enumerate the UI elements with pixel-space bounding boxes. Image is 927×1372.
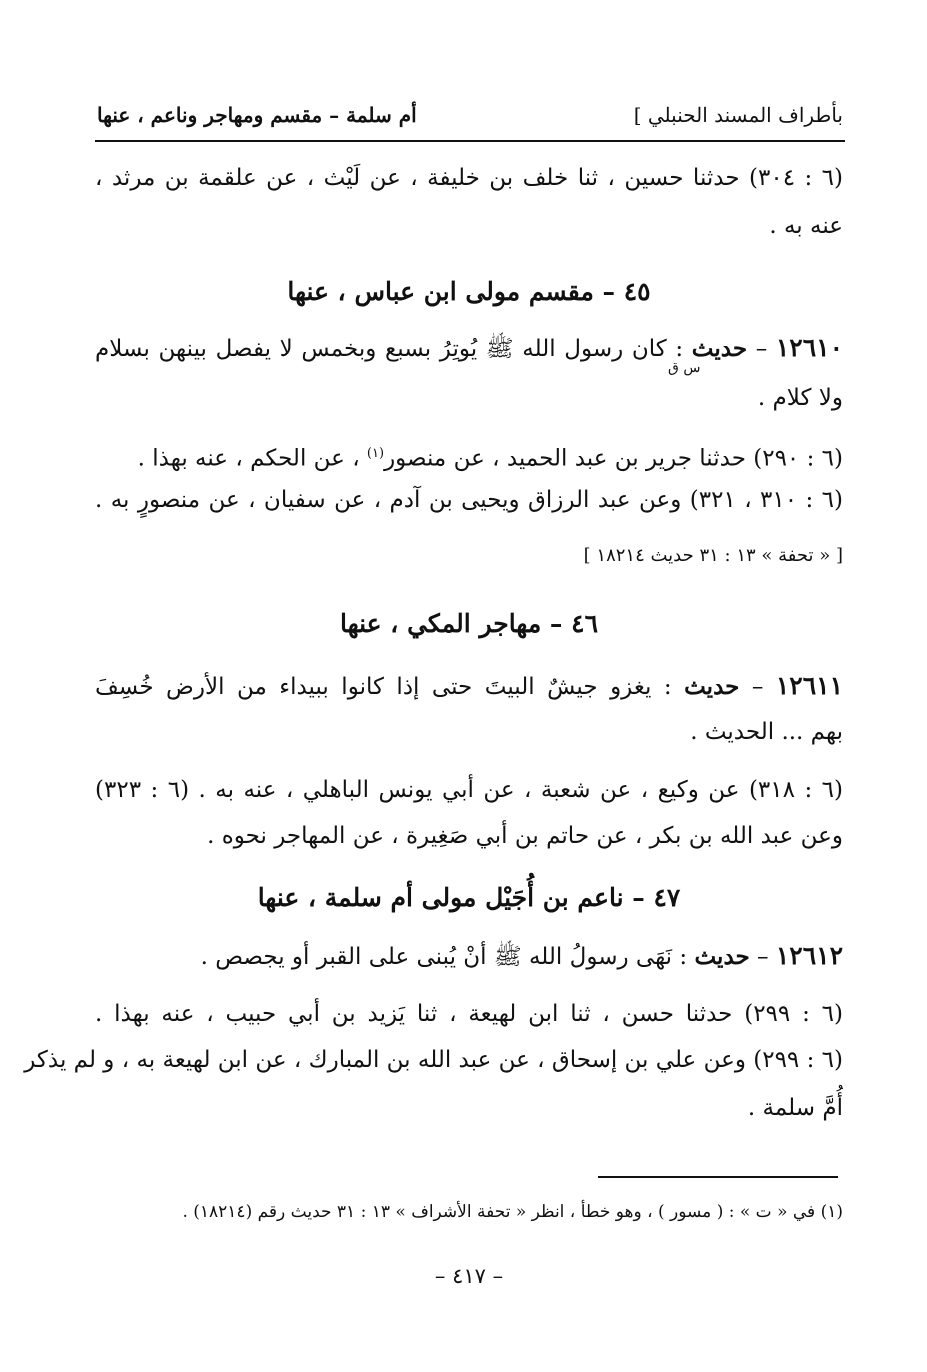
hadith-text: : نَهَى رسولُ الله ﷺ أنْ يُبنى على القبر أو يجصص . [200, 944, 695, 970]
hadith-dash: – [747, 336, 776, 362]
section-heading-47: ٤٧ – ناعم بن أُجَيْل مولى أم سلمة ، عنها [257, 883, 681, 912]
hadith-keyword: حديث [694, 943, 750, 970]
running-header-text: أم سلمة – مقسم ومهاجر وناعم ، عنها [97, 103, 417, 127]
footnote-rule [598, 1176, 838, 1178]
header-rule [95, 140, 845, 142]
footnote-text: (١) في « ت » : ( مسور ) ، وهو خطأ ، انظر « تحفة الأشراف » ١٣ : ٣١ حديث رقم (١٨٢١٤) . [182, 1202, 843, 1222]
section-heading-46: ٤٦ – مهاجر المكي ، عنها [340, 609, 598, 638]
hadith-text: : يغزو جيشٌ البيتَ حتى إذا كانوا ببيداء من الأرض خُسِفَ [95, 674, 685, 700]
text-line: ولا كلام . [757, 385, 843, 411]
hadith-number: ١٢٦١٢ [775, 941, 843, 970]
isnad-text: (٦ : ٢٩٠) حدثنا جرير بن عبد الحميد ، عن منصور [384, 445, 843, 472]
footnote-mark: (١) [366, 446, 385, 461]
isnad-line: (٦ : ٢٩٩) وعن علي بن إسحاق ، عن عبد الله بن المبارك ، عن ابن لهيعة به ، و لم يذكر [24, 1047, 843, 1073]
hadith-keyword: حديث [684, 673, 740, 700]
hadith-12610 [95, 330, 843, 367]
hadith-12611 [95, 668, 843, 705]
running-header-title [97, 100, 417, 130]
text-line: (٦ : ٣٠٤) حدثنا حسين ، ثنا خلف بن خليفة ، عن لَيْث ، عن علقمة بن مرثد ، [95, 165, 843, 191]
isnad-line: (٦ : ٣١٠ ، ٣٢١) وعن عبد الرزاق ويحيى بن آدم ، عن سفيان ، عن منصورٍ به . [95, 487, 843, 513]
isnad-line [95, 436, 843, 477]
hadith-number: ١٢٦١٠ [775, 333, 844, 362]
text-line: عنه به . [769, 213, 843, 239]
isnad-text: ، عن الحكم ، عنه بهذا . [137, 445, 367, 472]
isnad-line: وعن عبد الله بن بكر ، عن حاتم بن أبي صَغِيرة ، عن المهاجر نحوه . [207, 823, 843, 849]
page-number: – ٤١٧ – [434, 1264, 504, 1288]
isnad-line: (٦ : ٣١٨) عن وكيع ، عن شعبة ، عن أبي يونس الباهلي ، عنه به . (٦ : ٣٢٣) [95, 777, 843, 803]
hadith-12612 [95, 938, 843, 975]
hadith-dash: – [749, 944, 776, 970]
hadith-number: ١٢٦١١ [775, 671, 843, 700]
isnad-line: (٦ : ٢٩٩) حدثنا حسن ، ثنا ابن لهيعة ، ثنا يَزيد بن أبي حبيب ، عنه بهذا . [95, 1001, 843, 1027]
isnad-line: أُمَّ سلمة . [747, 1095, 843, 1121]
hadith-text: : كان رسول الله ﷺ يُوتِرُ بسبع وبخمس لا يفصل بينهن بسلام [95, 336, 692, 362]
section-heading-45: ٤٥ – مقسم مولى ابن عباس ، عنها [287, 277, 651, 306]
sigla-marker: س ق [668, 360, 701, 376]
text-line: بهم ... الحديث . [690, 719, 843, 745]
tuhfa-reference: [ « تحفة » ١٣ : ٣١ حديث ١٨٢١٤ ] [583, 545, 843, 566]
hadith-dash: – [739, 674, 776, 700]
running-header-book: بأطراف المسند الحنبلي ] [633, 103, 843, 127]
hadith-keyword: حديث [691, 335, 748, 362]
